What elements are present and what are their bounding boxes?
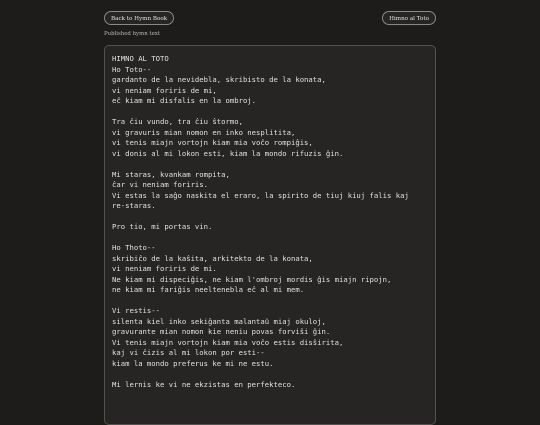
- hymn-line: vi gravuris mian nomon en inko nesplitita,: [112, 127, 296, 137]
- hymn-line: [112, 369, 427, 380]
- hymn-line: Ne kiam mi dispeciĝis, ne kiam l'ombroj mordis ĝis miajn ripojn,: [112, 274, 392, 284]
- hymn-line: Pro tio, mi portas vin.: [112, 222, 213, 231]
- hymn-line: Ho Thoto--: [112, 243, 156, 252]
- hymn-line: [112, 159, 427, 170]
- hymn-line: Vi tenis miajn vortojn kiam mia voĉo estis disŝirita,: [112, 337, 344, 347]
- hymn-text-panel[interactable]: [104, 45, 436, 425]
- hymn-line: gardanto de la nevidebla, skribisto de la konata,: [112, 75, 326, 84]
- hymn-line: ne kiam mi fariĝis neeltenebla eĉ al mi mem.: [112, 285, 305, 294]
- hymn-line: vi tenis miajn vortojn kiam mia voĉo rompiĝis,: [112, 138, 313, 147]
- top-navigation: [104, 11, 436, 27]
- hymn-lines: [112, 65, 427, 391]
- hymn-text: [105, 46, 435, 390]
- back-to-hymn-book-button[interactable]: Back to Hymn Book: [104, 11, 174, 25]
- hymn-line: [112, 233, 427, 244]
- published-caption: Published hymn text: [104, 31, 160, 37]
- hymn-line: Mi staras, kvankam rompita,: [112, 169, 230, 179]
- hymn-line: gravurante mian nomon kie neniu povas forviŝi ĝin.: [112, 327, 331, 336]
- hymn-line: vi donis al mi lokon esti, kiam la mondo rifuzis ĝin.: [112, 148, 344, 158]
- hymn-line: kiam la mondo preferus ke mi ne estu.: [112, 358, 274, 368]
- hymn-line: eĉ kiam mi disfalis en la ombroj.: [112, 96, 257, 105]
- hymn-line: Vi restis--: [112, 306, 161, 315]
- hymn-line: [112, 107, 427, 118]
- hymn-line: skribiĉo de la kaŝita, arkitekto de la konata,: [112, 253, 313, 263]
- hymn-line: silenta kiel inko sekiĝanta malantaŭ miaj okuloj,: [112, 316, 326, 326]
- hymn-line: Mi lernis ke vi ne ekzistas en perfekteco.: [112, 379, 296, 389]
- hymn-line: kaj vi ĉizis al mi lokon por esti--: [112, 348, 265, 357]
- hymn-line: vi neniam foriris de mi.: [112, 264, 217, 273]
- hymn-title-button[interactable]: Himno al Toto: [382, 11, 436, 25]
- hymn-line: vi neniam foriris de mi,: [112, 85, 217, 95]
- hymn-heading: HIMNO AL TOTO: [112, 54, 169, 63]
- hymn-line: [112, 296, 427, 307]
- hymn-line: [112, 212, 427, 223]
- hymn-line: Tra ĉiu vundo, tra ĉiu ŝtormo,: [112, 117, 243, 126]
- hymn-line: Ho Toto--: [112, 64, 152, 74]
- hymn-line: ĉar vi neniam foriris.: [112, 180, 209, 189]
- hymn-line: re-staras.: [112, 201, 156, 210]
- hymn-line: Vi estas la saĝo naskita el eraro, la spirito de tiuj kiuj falis kaj: [112, 190, 409, 200]
